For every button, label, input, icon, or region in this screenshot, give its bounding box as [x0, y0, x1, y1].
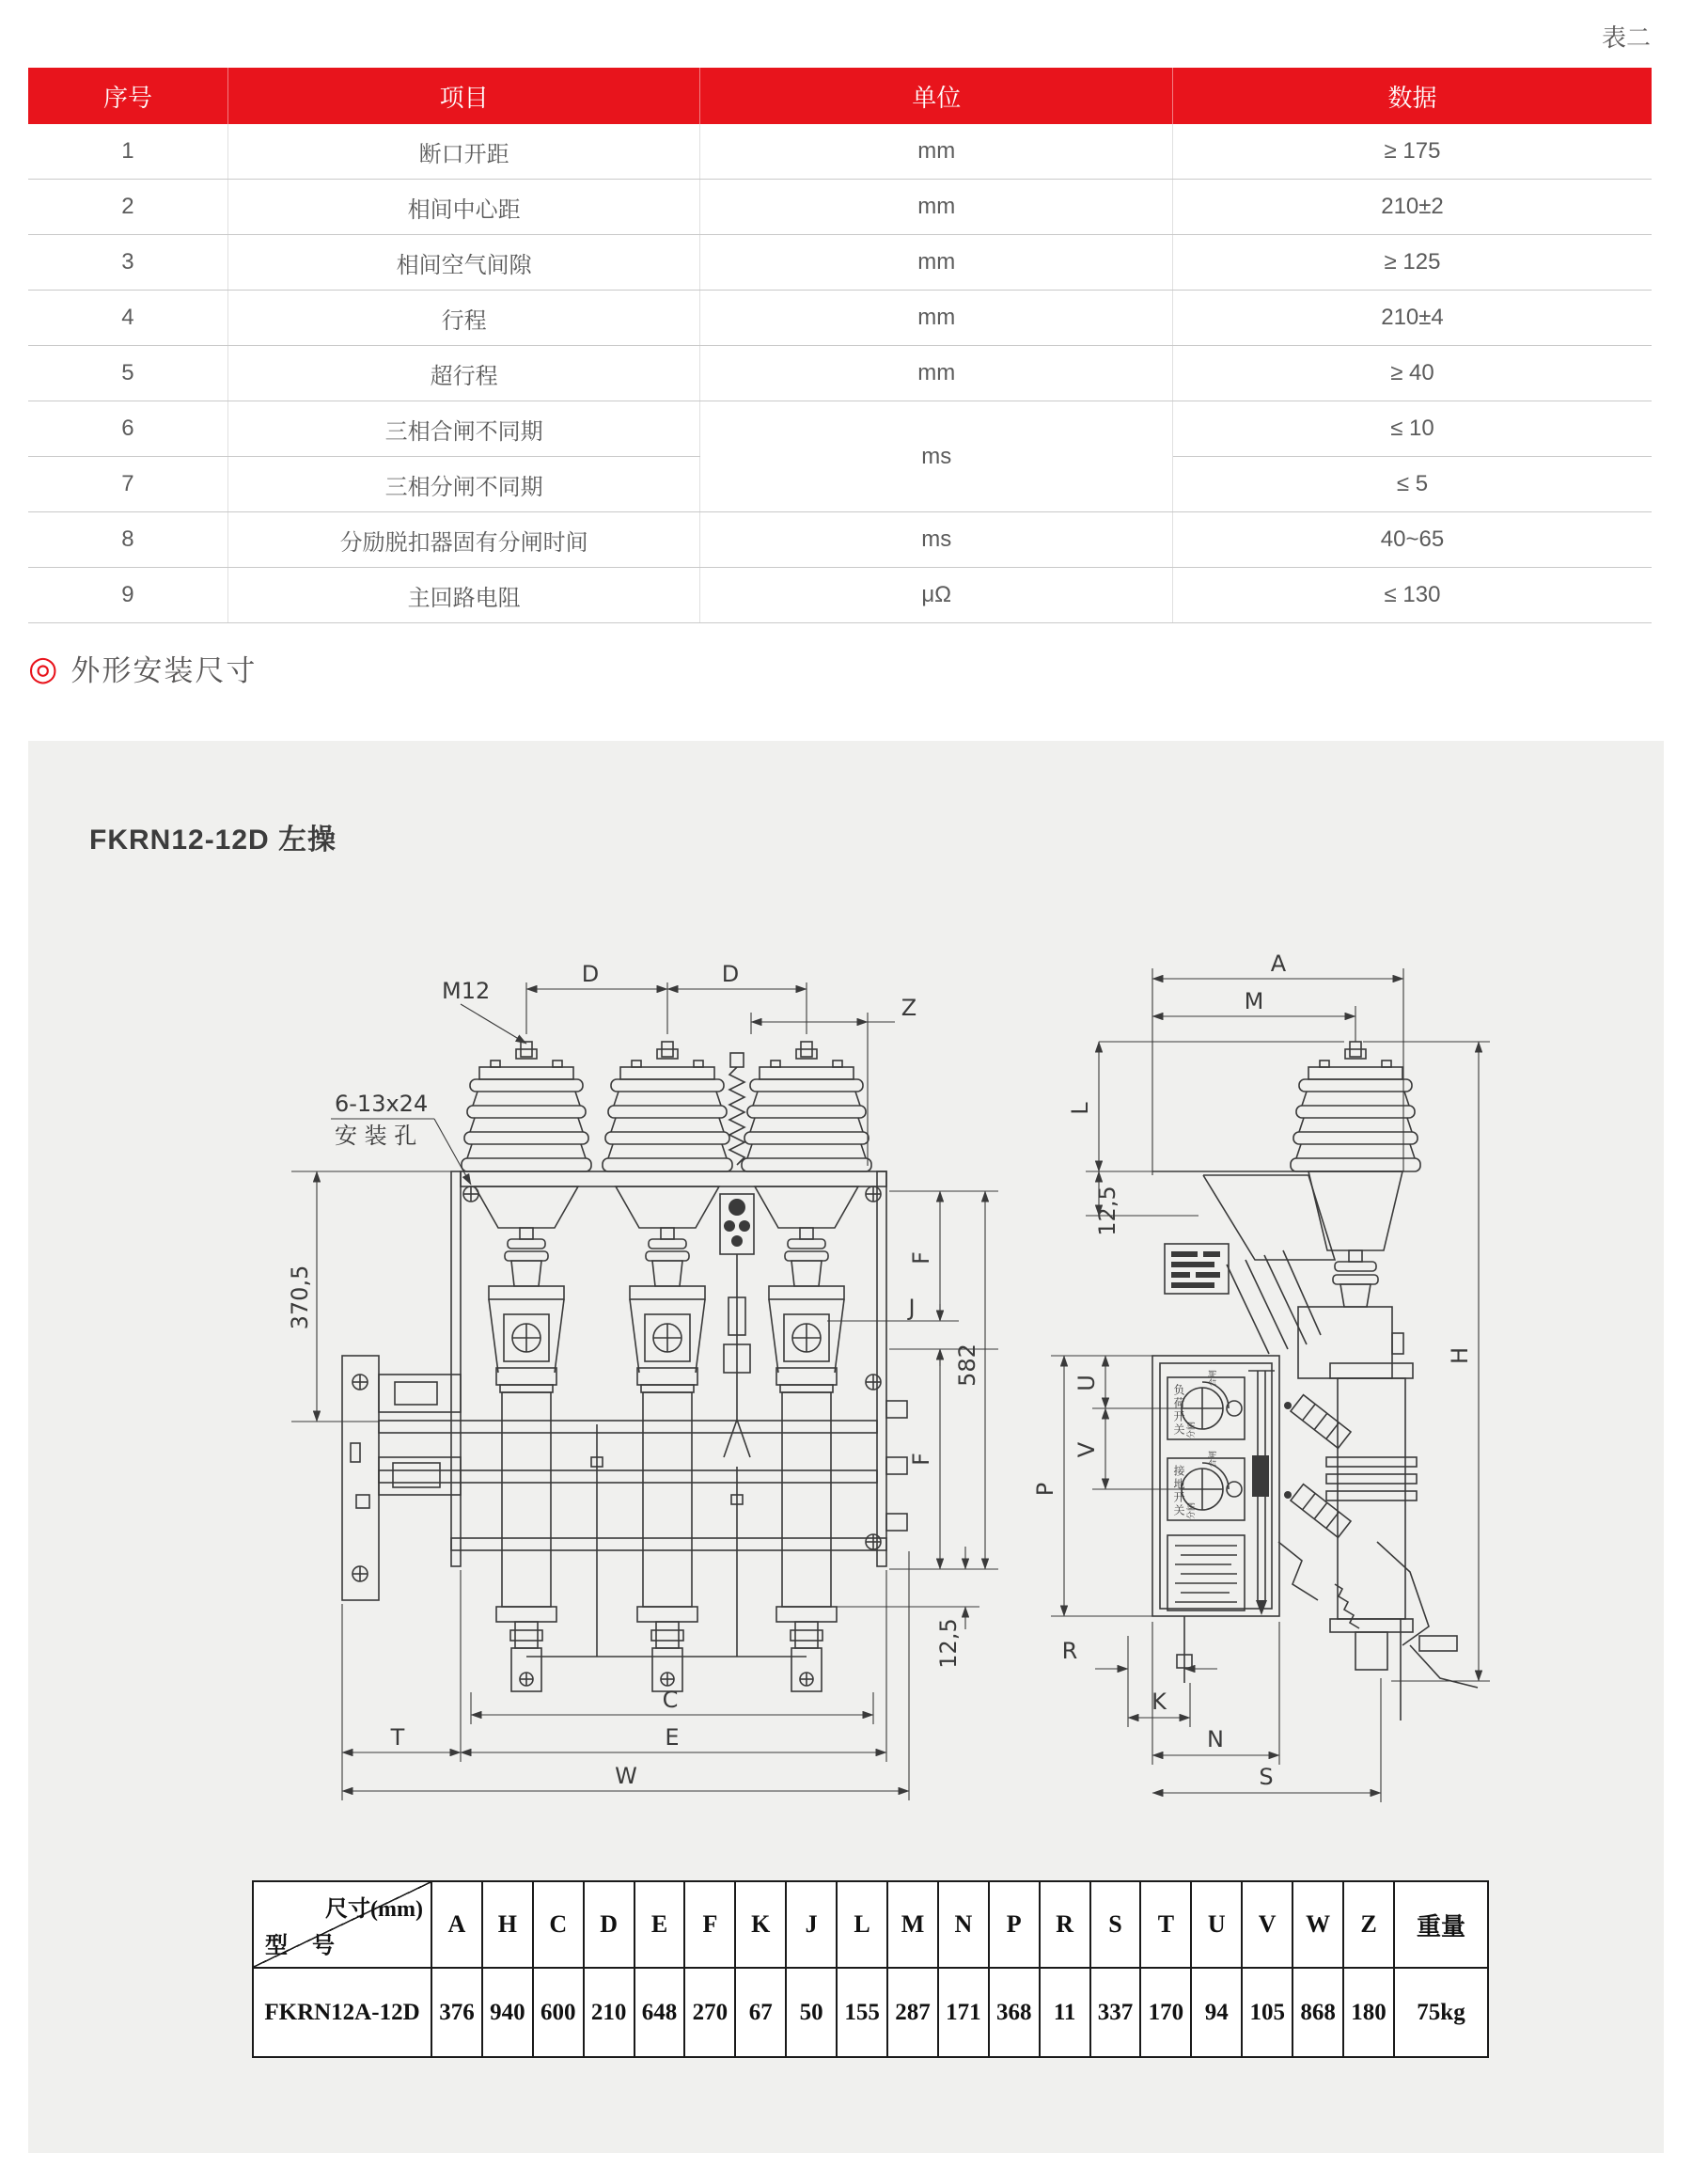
dim-label-12-5-side: 12,5 — [1094, 1186, 1120, 1236]
dim-label-e: E — [665, 1724, 680, 1751]
cell-data: ≥ 125 — [1173, 235, 1653, 291]
dim-label-z: Z — [901, 995, 917, 1021]
dimension-table-value-row — [253, 1968, 1488, 2057]
dim-label-r: R — [1061, 1638, 1078, 1664]
cell-item: 断口开距 — [227, 124, 700, 180]
table-row — [28, 401, 1652, 457]
dim-value: 180 — [1343, 1968, 1394, 2057]
dim-value: 94 — [1191, 1968, 1242, 2057]
table-row — [28, 512, 1652, 568]
dim-col-header: J — [786, 1881, 837, 1968]
col-header-unit: 单位 — [700, 68, 1173, 124]
cell-item: 三相分闸不同期 — [227, 457, 700, 512]
cell-no: 1 — [28, 124, 227, 180]
dim-label-s: S — [1259, 1764, 1274, 1790]
load-switch-label: 负荷开关 — [1172, 1384, 1185, 1437]
dimension-table — [252, 1880, 1489, 2058]
dimension-table-header-row — [253, 1881, 1488, 1968]
dim-value: 155 — [837, 1968, 887, 2057]
corner-cell — [253, 1881, 431, 1968]
section-heading — [28, 647, 257, 689]
dim-label-d1: D — [581, 961, 600, 987]
dim-label-k: K — [1152, 1689, 1167, 1715]
spec-table — [28, 68, 1652, 623]
outline-dimension-drawing — [169, 893, 1673, 1852]
dim-value: 171 — [938, 1968, 989, 2057]
cell-item: 相间空气间隙 — [227, 235, 700, 291]
dim-label-d2: D — [721, 961, 740, 987]
table-row — [28, 124, 1652, 180]
dim-label-12-5-front: 12,5 — [935, 1618, 962, 1669]
dim-label-j: J — [908, 1295, 916, 1321]
section-title: 外形安装尺寸 — [70, 654, 258, 687]
cell-unit: mm — [700, 346, 1173, 401]
dim-col-header: A — [431, 1881, 482, 1968]
dim-value: 287 — [887, 1968, 938, 2057]
dim-value: 75kg — [1394, 1968, 1488, 2057]
dim-label-h: H — [1447, 1346, 1473, 1365]
dim-label-p: P — [1032, 1482, 1058, 1497]
cell-data: ≤ 10 — [1173, 401, 1653, 457]
cell-no: 2 — [28, 180, 227, 235]
table-row — [28, 346, 1652, 401]
dim-col-header: V — [1242, 1881, 1292, 1968]
dim-label-582: 582 — [954, 1343, 980, 1387]
dim-col-header: K — [735, 1881, 786, 1968]
cell-item: 分励脱扣器固有分闸时间 — [227, 512, 700, 568]
cell-no: 4 — [28, 291, 227, 346]
dim-value: 210 — [584, 1968, 634, 2057]
cell-data: 210±4 — [1173, 291, 1653, 346]
cell-unit: mm — [700, 180, 1173, 235]
dim-label-u: U — [1073, 1375, 1100, 1391]
dim-label-t: T — [390, 1724, 405, 1751]
dim-col-header: L — [837, 1881, 887, 1968]
dim-col-header: Z — [1343, 1881, 1394, 1968]
dim-label-v: V — [1073, 1441, 1100, 1458]
cell-data: ≥ 40 — [1173, 346, 1653, 401]
earth-switch-label: 接地开关 — [1172, 1465, 1185, 1517]
corner-label-size: 尺寸(mm) — [325, 1897, 423, 1922]
cell-unit: mm — [700, 291, 1173, 346]
dim-label-w: W — [615, 1763, 637, 1789]
cell-no: 7 — [28, 457, 227, 512]
cell-no: 5 — [28, 346, 227, 401]
close-mark-1: 合闸 — [1209, 1369, 1218, 1387]
cell-unit: mm — [700, 124, 1173, 180]
dim-col-header: 重量 — [1394, 1881, 1488, 1968]
side-view-drawing — [1152, 1042, 1478, 1720]
front-view-drawing — [342, 1042, 907, 1691]
table-row — [28, 291, 1652, 346]
dim-value: 170 — [1140, 1968, 1191, 2057]
col-header-no: 序号 — [28, 68, 227, 124]
cell-unit-merged: ms — [700, 401, 1173, 512]
dim-col-header: R — [1040, 1881, 1090, 1968]
dim-value: 11 — [1040, 1968, 1090, 2057]
cell-no: 8 — [28, 512, 227, 568]
dim-col-header: D — [584, 1881, 634, 1968]
dim-label-370-5: 370,5 — [287, 1265, 313, 1330]
dim-col-header: F — [684, 1881, 735, 1968]
cell-item: 相间中心距 — [227, 180, 700, 235]
corner-label-model: 型 号 — [265, 1934, 344, 1958]
side-view-dimensions — [1051, 968, 1490, 1802]
dim-label-l: L — [1067, 1102, 1093, 1115]
cell-data: ≤ 5 — [1173, 457, 1653, 512]
dim-col-header: U — [1191, 1881, 1242, 1968]
cell-item: 超行程 — [227, 346, 700, 401]
cell-unit: ms — [700, 512, 1173, 568]
dim-label-c: C — [662, 1687, 679, 1713]
cell-no: 3 — [28, 235, 227, 291]
dim-label-n: N — [1207, 1726, 1224, 1752]
dim-col-header: S — [1090, 1881, 1141, 1968]
section-bullet-icon: ◎ — [28, 648, 58, 687]
close-mark-2: 合闸 — [1209, 1450, 1218, 1468]
cell-item: 三相合闸不同期 — [227, 401, 700, 457]
open-mark-1: 分闸 — [1187, 1421, 1197, 1438]
table-number-tag: 表二 — [1601, 24, 1651, 52]
cell-unit: μΩ — [700, 568, 1173, 623]
dim-value: 50 — [786, 1968, 837, 2057]
dim-value: 600 — [533, 1968, 584, 2057]
cell-data: ≤ 130 — [1173, 568, 1653, 623]
dim-value: 67 — [735, 1968, 786, 2057]
dim-col-header: N — [938, 1881, 989, 1968]
cell-no: 9 — [28, 568, 227, 623]
cell-data: ≥ 175 — [1173, 124, 1653, 180]
dim-value: 868 — [1292, 1968, 1343, 2057]
label-mount-holes-2: 安 装 孔 — [335, 1123, 417, 1149]
dim-col-header: P — [989, 1881, 1040, 1968]
label-mount-holes-1: 6-13x24 — [335, 1091, 429, 1117]
dim-col-header: M — [887, 1881, 938, 1968]
spec-table-header-row — [28, 68, 1652, 124]
col-header-item: 项目 — [227, 68, 700, 124]
cell-data: 40~65 — [1173, 512, 1653, 568]
table-row — [28, 568, 1652, 623]
dim-value: 337 — [1090, 1968, 1141, 2057]
dim-col-header: T — [1140, 1881, 1191, 1968]
dim-value: 376 — [431, 1968, 482, 2057]
dim-label-f-lower: F — [908, 1453, 934, 1466]
drawing-panel — [28, 741, 1664, 2153]
col-header-data: 数据 — [1173, 68, 1653, 124]
cell-no: 6 — [28, 401, 227, 457]
dim-col-header: H — [482, 1881, 533, 1968]
table-row — [28, 180, 1652, 235]
dim-value: 105 — [1242, 1968, 1292, 2057]
cell-item: 主回路电阻 — [227, 568, 700, 623]
model-cell: FKRN12A-12D — [253, 1968, 431, 2057]
table-row — [28, 235, 1652, 291]
cell-data: 210±2 — [1173, 180, 1653, 235]
dim-label-m: M — [1244, 988, 1264, 1014]
dim-value: 648 — [634, 1968, 685, 2057]
dim-label-f-upper: F — [908, 1251, 934, 1265]
dim-value: 270 — [684, 1968, 735, 2057]
open-mark-2: 分闸 — [1187, 1501, 1197, 1519]
dim-col-header: W — [1292, 1881, 1343, 1968]
dim-label-a: A — [1270, 951, 1287, 977]
dim-col-header: C — [533, 1881, 584, 1968]
dim-col-header: E — [634, 1881, 685, 1968]
drawing-title: FKRN12-12D 左操 — [89, 825, 337, 856]
label-m12: M12 — [442, 978, 491, 1004]
cell-item: 行程 — [227, 291, 700, 346]
dim-value: 940 — [482, 1968, 533, 2057]
cell-unit: mm — [700, 235, 1173, 291]
dim-value: 368 — [989, 1968, 1040, 2057]
